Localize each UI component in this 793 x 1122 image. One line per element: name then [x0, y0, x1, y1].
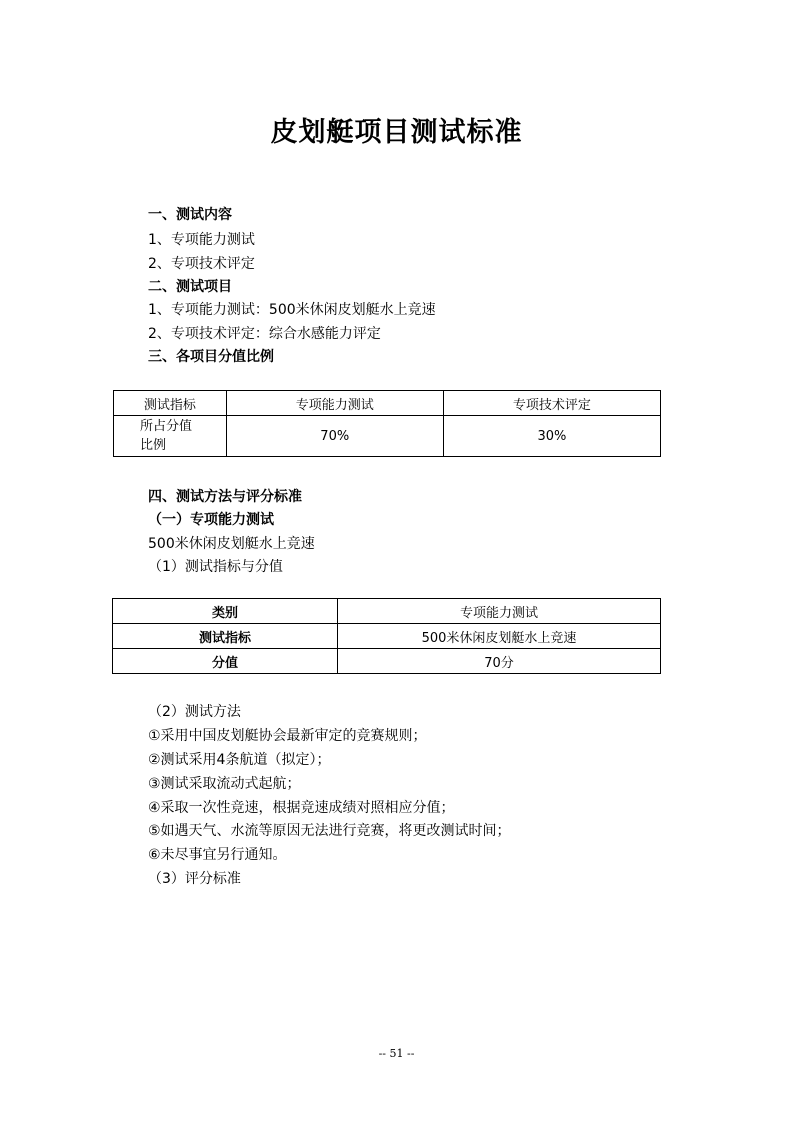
table-key-cell: 测试指标	[113, 624, 338, 649]
section1-item-1: 1、专项能力测试	[148, 232, 255, 248]
table-row	[114, 391, 661, 416]
table-row	[113, 649, 661, 674]
method-item: ⑤如遇天气、水流等原因无法进行竞赛，将更改测试时间；	[148, 823, 511, 839]
method-item: ①采用中国皮划艇协会最新审定的竞赛规则；	[148, 728, 427, 744]
table-row	[113, 624, 661, 649]
section3-heading: 三、各项目分值比例	[148, 349, 274, 365]
table-header-cell: 专项能力测试	[226, 391, 443, 416]
table-cell: 70%	[226, 416, 443, 457]
section4-heading: 四、测试方法与评分标准	[148, 489, 302, 505]
page-number: -- 51 --	[378, 1047, 415, 1060]
table-value-cell: 专项能力测试	[338, 599, 661, 624]
table-value-cell: 70分	[338, 649, 661, 674]
table-cell: 30%	[443, 416, 660, 457]
part2-heading: （2）测试方法	[148, 704, 241, 720]
part3-heading: （3）评分标准	[148, 871, 241, 887]
row-label-line-1: 所占分值	[140, 419, 193, 434]
table-header-cell: 专项技术评定	[443, 391, 660, 416]
section1-heading: 一、测试内容	[148, 207, 232, 223]
section2-item-1: 1、专项能力测试：500米休闲皮划艇水上竞速	[148, 302, 436, 318]
table-value-cell: 500米休闲皮划艇水上竞速	[338, 624, 661, 649]
table-row-label	[114, 416, 227, 457]
section2-heading: 二、测试项目	[148, 279, 232, 295]
table-row	[113, 599, 661, 624]
indicator-table	[112, 598, 661, 674]
table-key-cell: 类别	[113, 599, 338, 624]
table-row	[114, 416, 661, 457]
section4-sub-heading: （一）专项能力测试	[148, 512, 274, 528]
row-label-line-2: 比例	[140, 438, 167, 453]
event-name: 500米休闲皮划艇水上竞速	[148, 536, 315, 552]
method-item: ⑥未尽事宜另行通知。	[148, 847, 287, 863]
method-item: ②测试采用4条航道（拟定）；	[148, 752, 331, 768]
table-key-cell: 分值	[113, 649, 338, 674]
part1-heading: （1）测试指标与分值	[148, 559, 283, 575]
method-item: ③测试采取流动式起航；	[148, 776, 301, 792]
page-title: 皮划艇项目测试标准	[270, 117, 523, 148]
method-item: ④采取一次性竞速，根据竞速成绩对照相应分值；	[148, 800, 455, 816]
table-header-cell: 测试指标	[114, 391, 227, 416]
score-ratio-table	[113, 390, 661, 457]
section2-item-2: 2、专项技术评定：综合水感能力评定	[148, 326, 381, 342]
section1-item-2: 2、专项技术评定	[148, 256, 255, 272]
